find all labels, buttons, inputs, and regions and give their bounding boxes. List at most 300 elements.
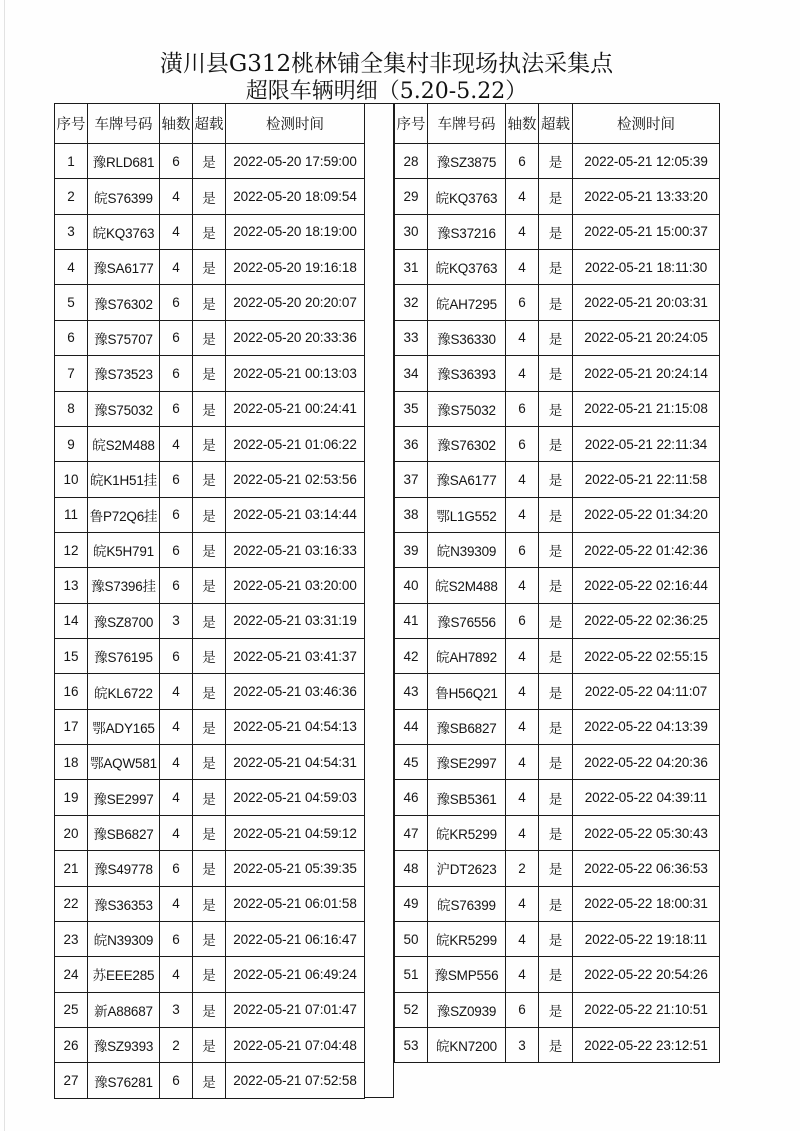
cell-seq: 19 — [55, 780, 88, 815]
cell-time: 2022-05-22 20:54:26 — [573, 957, 720, 992]
cell-axles: 4 — [506, 497, 539, 532]
cell-plate: 豫SA6177 — [88, 250, 160, 285]
table-row — [55, 709, 365, 744]
cell-time: 2022-05-22 21:10:51 — [573, 992, 720, 1027]
cell-time: 2022-05-21 02:53:56 — [226, 462, 365, 497]
cell-seq: 1 — [55, 144, 88, 179]
table-row — [55, 886, 365, 921]
cell-time: 2022-05-21 03:16:33 — [226, 532, 365, 567]
cell-time: 2022-05-21 15:00:37 — [573, 214, 720, 249]
table-row — [55, 497, 365, 532]
cell-seq: 38 — [395, 497, 428, 532]
cell-plate: 豫S7396挂 — [88, 568, 160, 603]
cell-overload: 是 — [539, 780, 573, 815]
cell-time: 2022-05-21 07:04:48 — [226, 1027, 365, 1062]
cell-axles: 4 — [506, 957, 539, 992]
cell-seq: 37 — [395, 462, 428, 497]
cell-axles: 3 — [160, 992, 193, 1027]
cell-overload: 是 — [193, 144, 226, 179]
cell-plate: 皖KQ3763 — [428, 250, 506, 285]
table-row — [395, 214, 720, 249]
table-row — [55, 815, 365, 850]
cell-overload: 是 — [193, 179, 226, 214]
cell-seq: 13 — [55, 568, 88, 603]
cell-overload: 是 — [539, 144, 573, 179]
table-row — [395, 921, 720, 956]
cell-seq: 8 — [55, 391, 88, 426]
cell-seq: 6 — [55, 320, 88, 355]
cell-plate: 豫SMP556 — [428, 957, 506, 992]
cell-time: 2022-05-21 04:54:13 — [226, 709, 365, 744]
cell-axles: 4 — [506, 921, 539, 956]
cell-time: 2022-05-21 12:05:39 — [573, 144, 720, 179]
cell-plate: 豫SB6827 — [428, 709, 506, 744]
cell-axles: 6 — [160, 144, 193, 179]
cell-time: 2022-05-20 17:59:00 — [226, 144, 365, 179]
cell-time: 2022-05-22 04:20:36 — [573, 745, 720, 780]
cell-time: 2022-05-21 20:24:14 — [573, 356, 720, 391]
cell-time: 2022-05-21 05:39:35 — [226, 851, 365, 886]
cell-axles: 3 — [506, 1027, 539, 1062]
table-row — [55, 639, 365, 674]
cell-plate: 皖KQ3763 — [428, 179, 506, 214]
table-row — [395, 709, 720, 744]
cell-plate: 沪DT2623 — [428, 851, 506, 886]
cell-plate: 鲁H56Q21 — [428, 674, 506, 709]
scan-edge-line — [4, 0, 5, 1131]
table-row — [55, 462, 365, 497]
cell-overload: 是 — [193, 1063, 226, 1098]
cell-seq: 42 — [395, 639, 428, 674]
cell-overload: 是 — [193, 214, 226, 249]
cell-axles: 6 — [506, 144, 539, 179]
cell-time: 2022-05-22 05:30:43 — [573, 815, 720, 850]
cell-axles: 4 — [506, 709, 539, 744]
cell-plate: 豫S36393 — [428, 356, 506, 391]
cell-plate: 豫S75032 — [428, 391, 506, 426]
table-row — [395, 745, 720, 780]
cell-axles: 6 — [160, 391, 193, 426]
cell-plate: 皖KN7200 — [428, 1027, 506, 1062]
cell-plate: 豫S76281 — [88, 1063, 160, 1098]
cell-axles: 2 — [160, 1027, 193, 1062]
cell-plate: 豫SE2997 — [428, 745, 506, 780]
cell-seq: 9 — [55, 426, 88, 461]
cell-axles: 6 — [506, 426, 539, 461]
cell-plate: 鲁P72Q6挂 — [88, 497, 160, 532]
cell-seq: 33 — [395, 320, 428, 355]
cell-plate: 豫SZ9393 — [88, 1027, 160, 1062]
cell-axles: 4 — [506, 320, 539, 355]
cell-axles: 4 — [160, 674, 193, 709]
table-row — [55, 250, 365, 285]
cell-axles: 6 — [160, 356, 193, 391]
cell-overload: 是 — [193, 285, 226, 320]
cell-time: 2022-05-20 19:16:18 — [226, 250, 365, 285]
cell-seq: 16 — [55, 674, 88, 709]
table-row — [395, 179, 720, 214]
cell-seq: 30 — [395, 214, 428, 249]
cell-overload: 是 — [539, 815, 573, 850]
cell-axles: 6 — [506, 992, 539, 1027]
cell-time: 2022-05-22 01:42:36 — [573, 532, 720, 567]
table-row — [55, 603, 365, 638]
header-time: 检测时间 — [573, 104, 720, 144]
cell-overload: 是 — [193, 1027, 226, 1062]
cell-overload: 是 — [193, 497, 226, 532]
cell-axles: 4 — [160, 957, 193, 992]
cell-time: 2022-05-21 21:15:08 — [573, 391, 720, 426]
cell-seq: 34 — [395, 356, 428, 391]
cell-axles: 6 — [160, 497, 193, 532]
table-row — [55, 921, 365, 956]
cell-seq: 49 — [395, 886, 428, 921]
table-row — [55, 780, 365, 815]
cell-overload: 是 — [193, 957, 226, 992]
table-row — [55, 285, 365, 320]
cell-time: 2022-05-22 02:36:25 — [573, 603, 720, 638]
table-row — [395, 462, 720, 497]
cell-overload: 是 — [539, 462, 573, 497]
cell-axles: 6 — [506, 285, 539, 320]
cell-seq: 48 — [395, 851, 428, 886]
header-time: 检测时间 — [226, 104, 365, 144]
table-row — [395, 250, 720, 285]
cell-seq: 18 — [55, 745, 88, 780]
cell-overload: 是 — [539, 886, 573, 921]
cell-overload: 是 — [539, 285, 573, 320]
table-row — [55, 851, 365, 886]
cell-seq: 41 — [395, 603, 428, 638]
table-row — [395, 957, 720, 992]
cell-seq: 25 — [55, 992, 88, 1027]
cell-axles: 6 — [160, 532, 193, 567]
cell-overload: 是 — [539, 356, 573, 391]
cell-seq: 44 — [395, 709, 428, 744]
cell-seq: 47 — [395, 815, 428, 850]
vehicle-table-left — [54, 103, 365, 1099]
cell-overload: 是 — [193, 391, 226, 426]
cell-seq: 5 — [55, 285, 88, 320]
cell-overload: 是 — [539, 497, 573, 532]
cell-seq: 39 — [395, 532, 428, 567]
cell-plate: 豫SA6177 — [428, 462, 506, 497]
cell-plate: 豫S76195 — [88, 639, 160, 674]
cell-axles: 4 — [506, 568, 539, 603]
cell-plate: 皖S2M488 — [88, 426, 160, 461]
cell-seq: 36 — [395, 426, 428, 461]
table-row — [55, 532, 365, 567]
table-row — [395, 320, 720, 355]
cell-overload: 是 — [193, 921, 226, 956]
cell-seq: 14 — [55, 603, 88, 638]
cell-time: 2022-05-21 03:31:19 — [226, 603, 365, 638]
cell-seq: 3 — [55, 214, 88, 249]
table-row — [395, 639, 720, 674]
table-row — [55, 214, 365, 249]
cell-plate: 豫S73523 — [88, 356, 160, 391]
cell-time: 2022-05-21 20:03:31 — [573, 285, 720, 320]
table-row — [55, 957, 365, 992]
cell-time: 2022-05-21 04:54:31 — [226, 745, 365, 780]
table-row — [395, 285, 720, 320]
cell-axles: 4 — [506, 462, 539, 497]
cell-seq: 26 — [55, 1027, 88, 1062]
cell-time: 2022-05-21 00:24:41 — [226, 391, 365, 426]
table-row — [395, 532, 720, 567]
cell-time: 2022-05-20 20:20:07 — [226, 285, 365, 320]
table-row — [395, 144, 720, 179]
cell-axles: 6 — [160, 851, 193, 886]
cell-time: 2022-05-21 22:11:34 — [573, 426, 720, 461]
cell-overload: 是 — [539, 921, 573, 956]
cell-time: 2022-05-21 04:59:12 — [226, 815, 365, 850]
header-plate: 车牌号码 — [428, 104, 506, 144]
cell-seq: 23 — [55, 921, 88, 956]
cell-overload: 是 — [539, 639, 573, 674]
cell-seq: 28 — [395, 144, 428, 179]
cell-overload: 是 — [539, 603, 573, 638]
cell-seq: 27 — [55, 1063, 88, 1098]
cell-axles: 4 — [506, 356, 539, 391]
cell-time: 2022-05-21 13:33:20 — [573, 179, 720, 214]
cell-time: 2022-05-21 00:13:03 — [226, 356, 365, 391]
cell-seq: 15 — [55, 639, 88, 674]
cell-plate: 皖K1H51挂 — [88, 462, 160, 497]
cell-plate: 皖N39309 — [88, 921, 160, 956]
cell-axles: 4 — [506, 886, 539, 921]
cell-time: 2022-05-22 04:39:11 — [573, 780, 720, 815]
header-seq: 序号 — [395, 104, 428, 144]
cell-plate: 皖N39309 — [428, 532, 506, 567]
cell-plate: 豫SZ3875 — [428, 144, 506, 179]
cell-seq: 4 — [55, 250, 88, 285]
cell-plate: 豫S76302 — [88, 285, 160, 320]
cell-seq: 24 — [55, 957, 88, 992]
cell-time: 2022-05-21 06:49:24 — [226, 957, 365, 992]
cell-overload: 是 — [539, 851, 573, 886]
document-subtitle: 超限车辆明细（5.20-5.22） — [245, 79, 528, 104]
cell-plate: 豫SZ8700 — [88, 603, 160, 638]
cell-seq: 20 — [55, 815, 88, 850]
table-header-row — [395, 104, 720, 144]
cell-axles: 4 — [160, 250, 193, 285]
cell-time: 2022-05-20 18:19:00 — [226, 214, 365, 249]
cell-plate: 皖S76399 — [88, 179, 160, 214]
cell-overload: 是 — [539, 1027, 573, 1062]
table-row — [55, 1027, 365, 1062]
table-row — [395, 780, 720, 815]
cell-axles: 4 — [160, 179, 193, 214]
cell-overload: 是 — [539, 745, 573, 780]
table-row — [55, 391, 365, 426]
cell-time: 2022-05-21 18:11:30 — [573, 250, 720, 285]
cell-overload: 是 — [193, 532, 226, 567]
cell-overload: 是 — [193, 603, 226, 638]
cell-overload: 是 — [193, 426, 226, 461]
cell-axles: 6 — [160, 639, 193, 674]
cell-overload: 是 — [193, 639, 226, 674]
cell-time: 2022-05-22 01:34:20 — [573, 497, 720, 532]
header-axles: 轴数 — [160, 104, 193, 144]
cell-plate: 鄂ADY165 — [88, 709, 160, 744]
cell-axles: 6 — [160, 568, 193, 603]
cell-axles: 4 — [506, 815, 539, 850]
cell-overload: 是 — [539, 674, 573, 709]
header-overload: 超载 — [193, 104, 226, 144]
cell-overload: 是 — [193, 780, 226, 815]
cell-seq: 12 — [55, 532, 88, 567]
cell-overload: 是 — [193, 674, 226, 709]
table-row — [55, 320, 365, 355]
cell-axles: 4 — [506, 250, 539, 285]
cell-plate: 皖S76399 — [428, 886, 506, 921]
cell-overload: 是 — [193, 992, 226, 1027]
cell-axles: 4 — [506, 780, 539, 815]
table-row — [395, 568, 720, 603]
cell-axles: 4 — [160, 214, 193, 249]
table-row — [55, 1063, 365, 1098]
cell-overload: 是 — [193, 745, 226, 780]
cell-overload: 是 — [539, 179, 573, 214]
cell-plate: 豫SB6827 — [88, 815, 160, 850]
cell-seq: 35 — [395, 391, 428, 426]
cell-overload: 是 — [539, 992, 573, 1027]
table-row — [395, 497, 720, 532]
cell-plate: 豫S76302 — [428, 426, 506, 461]
cell-axles: 6 — [160, 320, 193, 355]
cell-time: 2022-05-22 18:00:31 — [573, 886, 720, 921]
cell-plate: 豫S36330 — [428, 320, 506, 355]
cell-time: 2022-05-21 03:41:37 — [226, 639, 365, 674]
cell-overload: 是 — [539, 709, 573, 744]
cell-overload: 是 — [193, 886, 226, 921]
table-row — [395, 603, 720, 638]
cell-seq: 43 — [395, 674, 428, 709]
cell-time: 2022-05-21 04:59:03 — [226, 780, 365, 815]
cell-plate: 皖KQ3763 — [88, 214, 160, 249]
document-title: 潢川县G312桃林铺全集村非现场执法采集点 — [159, 51, 614, 77]
cell-plate: 苏EEE285 — [88, 957, 160, 992]
cell-plate: 鄂AQW581 — [88, 745, 160, 780]
cell-overload: 是 — [193, 356, 226, 391]
cell-axles: 6 — [506, 391, 539, 426]
cell-time: 2022-05-21 03:14:44 — [226, 497, 365, 532]
cell-overload: 是 — [539, 214, 573, 249]
table-row — [395, 674, 720, 709]
cell-time: 2022-05-21 03:46:36 — [226, 674, 365, 709]
cell-overload: 是 — [193, 250, 226, 285]
cell-time: 2022-05-20 18:09:54 — [226, 179, 365, 214]
table-row — [395, 992, 720, 1027]
cell-plate: 皖KL6722 — [88, 674, 160, 709]
cell-axles: 4 — [506, 214, 539, 249]
table-row — [55, 568, 365, 603]
cell-time: 2022-05-20 20:33:36 — [226, 320, 365, 355]
cell-axles: 4 — [160, 709, 193, 744]
cell-axles: 4 — [160, 815, 193, 850]
cell-time: 2022-05-21 07:01:47 — [226, 992, 365, 1027]
cell-seq: 7 — [55, 356, 88, 391]
cell-axles: 6 — [160, 285, 193, 320]
cell-axles: 2 — [506, 851, 539, 886]
cell-overload: 是 — [193, 851, 226, 886]
cell-seq: 2 — [55, 179, 88, 214]
cell-plate: 豫SZ0939 — [428, 992, 506, 1027]
cell-time: 2022-05-21 03:20:00 — [226, 568, 365, 603]
cell-overload: 是 — [193, 568, 226, 603]
cell-plate: 豫S75707 — [88, 320, 160, 355]
cell-time: 2022-05-22 04:13:39 — [573, 709, 720, 744]
cell-axles: 6 — [160, 462, 193, 497]
cell-plate: 皖K5H791 — [88, 532, 160, 567]
cell-axles: 4 — [160, 426, 193, 461]
cell-plate: 豫S37216 — [428, 214, 506, 249]
cell-seq: 40 — [395, 568, 428, 603]
cell-time: 2022-05-22 06:36:53 — [573, 851, 720, 886]
cell-overload: 是 — [539, 957, 573, 992]
header-plate: 车牌号码 — [88, 104, 160, 144]
table-row — [395, 1027, 720, 1062]
cell-time: 2022-05-22 02:55:15 — [573, 639, 720, 674]
cell-overload: 是 — [539, 250, 573, 285]
cell-plate: 皖AH7892 — [428, 639, 506, 674]
cell-axles: 6 — [506, 532, 539, 567]
cell-axles: 4 — [506, 639, 539, 674]
cell-plate: 鄂L1G552 — [428, 497, 506, 532]
cell-seq: 51 — [395, 957, 428, 992]
table-header-row — [55, 104, 365, 144]
cell-overload: 是 — [539, 532, 573, 567]
table-spacer-column — [364, 103, 394, 1098]
cell-time: 2022-05-22 02:16:44 — [573, 568, 720, 603]
cell-seq: 22 — [55, 886, 88, 921]
cell-seq: 17 — [55, 709, 88, 744]
cell-axles: 6 — [506, 603, 539, 638]
cell-seq: 46 — [395, 780, 428, 815]
cell-axles: 6 — [160, 1063, 193, 1098]
cell-overload: 是 — [539, 391, 573, 426]
header-axles: 轴数 — [506, 104, 539, 144]
cell-seq: 32 — [395, 285, 428, 320]
cell-plate: 豫SE2997 — [88, 780, 160, 815]
cell-time: 2022-05-21 22:11:58 — [573, 462, 720, 497]
cell-overload: 是 — [193, 320, 226, 355]
cell-axles: 6 — [160, 921, 193, 956]
table-row — [55, 674, 365, 709]
cell-time: 2022-05-21 07:52:58 — [226, 1063, 365, 1098]
cell-seq: 31 — [395, 250, 428, 285]
table-row — [395, 851, 720, 886]
table-row — [55, 992, 365, 1027]
cell-plate: 皖AH7295 — [428, 285, 506, 320]
cell-overload: 是 — [539, 320, 573, 355]
cell-time: 2022-05-22 23:12:51 — [573, 1027, 720, 1062]
cell-time: 2022-05-21 01:06:22 — [226, 426, 365, 461]
header-overload: 超载 — [539, 104, 573, 144]
cell-time: 2022-05-21 06:16:47 — [226, 921, 365, 956]
cell-seq: 52 — [395, 992, 428, 1027]
cell-axles: 4 — [506, 674, 539, 709]
cell-time: 2022-05-22 19:18:11 — [573, 921, 720, 956]
cell-plate: 豫SB5361 — [428, 780, 506, 815]
vehicle-table-right — [394, 103, 720, 1063]
cell-plate: 皖KR5299 — [428, 921, 506, 956]
cell-plate: 皖S2M488 — [428, 568, 506, 603]
cell-overload: 是 — [539, 426, 573, 461]
cell-time: 2022-05-22 04:11:07 — [573, 674, 720, 709]
table-row — [395, 356, 720, 391]
